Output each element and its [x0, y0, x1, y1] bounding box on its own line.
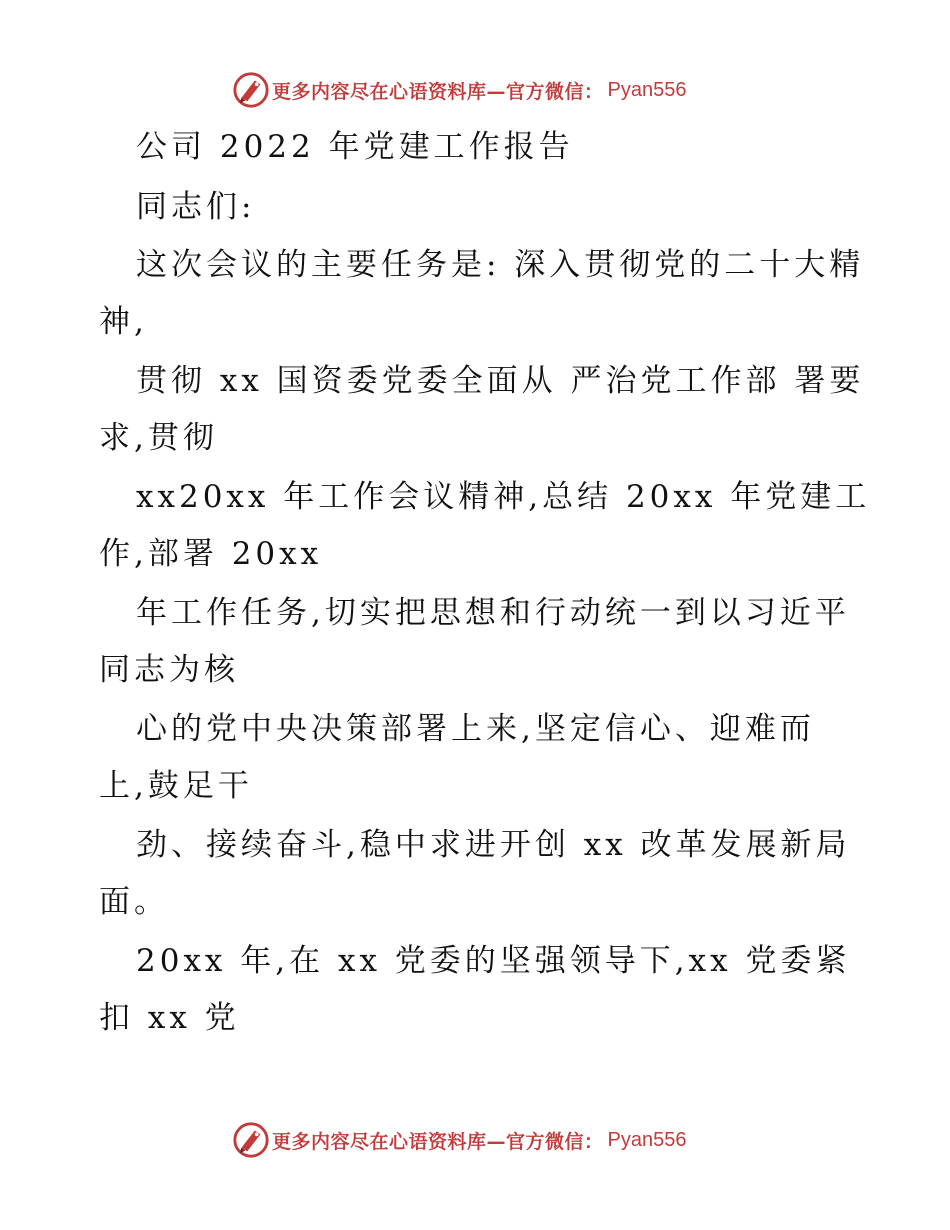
pen-logo-icon [232, 1121, 270, 1159]
document-line: 求,贯彻 [99, 420, 218, 456]
watermark-footer-inner [232, 1118, 686, 1162]
document-line: 面。 [99, 884, 169, 920]
document-line: 贯彻 xx 国资委党委全面从 严治党工作部 署要 [136, 363, 865, 399]
document-line: 作,部署 20xx [99, 536, 323, 572]
document-line: 20xx 年,在 xx 党委的坚强领导下,xx 党委紧 [136, 943, 851, 979]
document-line: 心的党中央决策部署上来,坚定信心、迎难而 [136, 711, 815, 747]
watermark-text: 更多内容尽在心语资料库—官方微信： [272, 80, 604, 103]
document-line: 同志们: [136, 189, 256, 225]
document-line: 劲、接续奋斗,稳中求进开创 xx 改革发展新局 [136, 827, 851, 863]
document-line: 年工作任务,切实把思想和行动统一到以习近平 [136, 595, 850, 631]
watermark-footer [0, 1118, 950, 1162]
watermark-wechat-id: Pyan556 [607, 1128, 687, 1151]
document-line: 这次会议的主要任务是: 深入贯彻党的二十大精 [136, 247, 865, 283]
document-line: 扣 xx 党 [99, 1000, 240, 1036]
document-line: xx20xx 年工作会议精神,总结 20xx 年党建工 [136, 479, 871, 515]
watermark-text: 更多内容尽在心语资料库—官方微信： [272, 1130, 604, 1153]
watermark-wechat-id: Pyan556 [607, 78, 687, 101]
document-title: 公司 2022 年党建工作报告 [136, 129, 574, 165]
document-line: 上,鼓足干 [99, 768, 253, 804]
document-line: 神, [99, 304, 148, 340]
document-line: 同志为核 [99, 652, 239, 688]
